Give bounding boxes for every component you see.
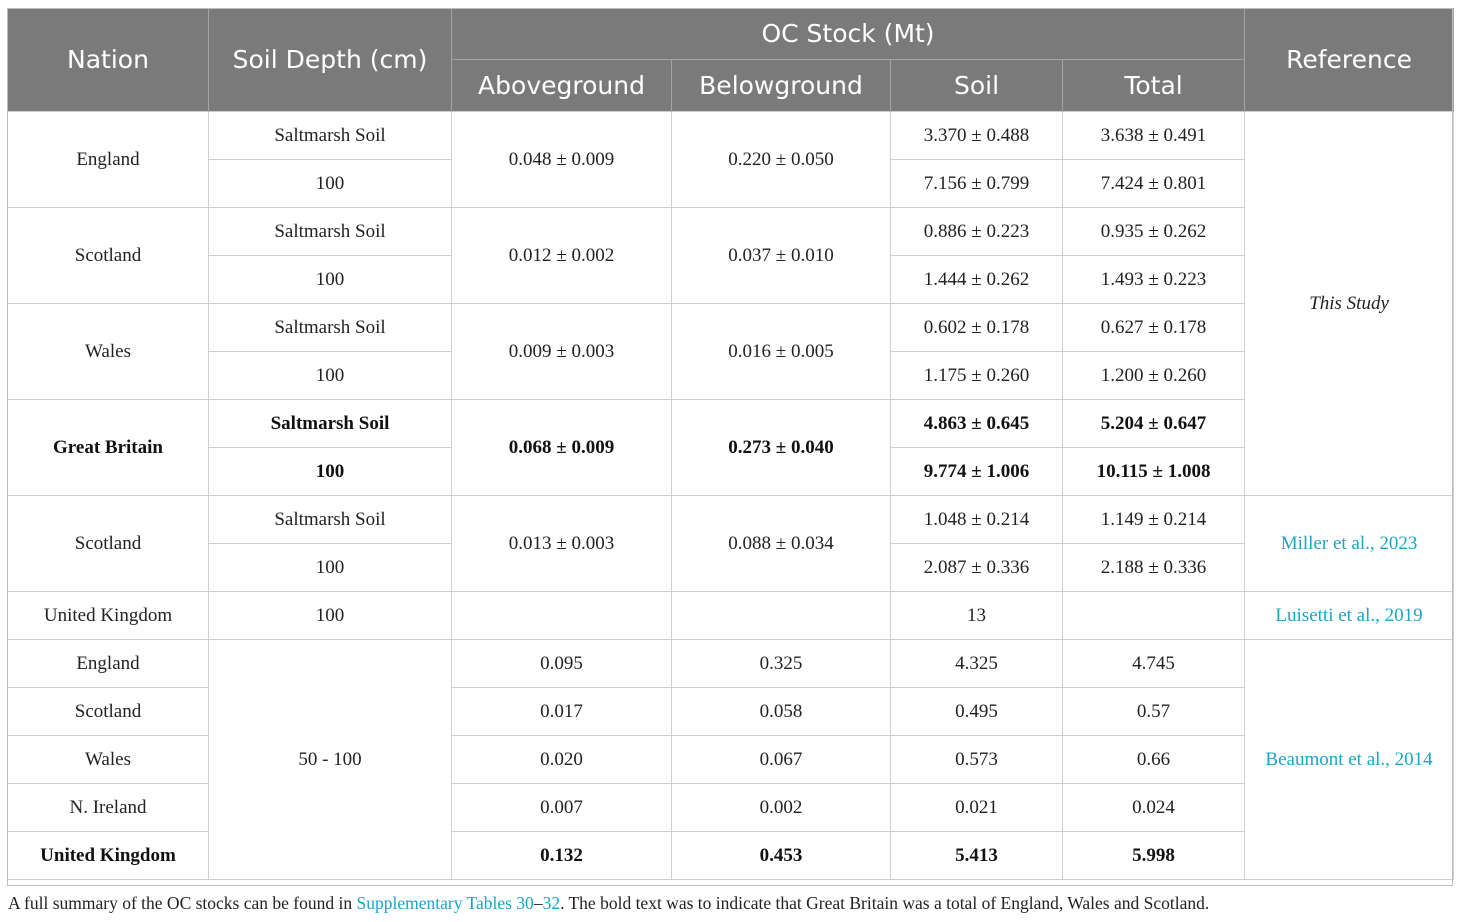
depth-cell: Saltmarsh Soil (209, 304, 452, 352)
depth-cell: 50 - 100 (209, 640, 452, 880)
aboveground-cell: 0.020 (452, 736, 672, 784)
total-cell: 5.998 (1063, 832, 1245, 880)
aboveground-cell: 0.132 (452, 832, 672, 880)
footnote-text-end: . The bold text was to indicate that Great Britain was a total of England, Wales and Scotland. (560, 893, 1210, 913)
oc-stock-table (7, 8, 1454, 880)
depth-cell: Saltmarsh Soil (209, 496, 452, 544)
belowground-cell: 0.273 ± 0.040 (672, 400, 891, 496)
total-cell: 4.745 (1063, 640, 1245, 688)
total-cell: 10.115 ± 1.008 (1063, 448, 1245, 496)
aboveground-cell (452, 592, 672, 640)
aboveground-cell: 0.095 (452, 640, 672, 688)
nation-cell: N. Ireland (8, 784, 209, 832)
table-row (8, 112, 1454, 160)
table-footnote (8, 893, 1454, 914)
header-soil: Soil (891, 60, 1063, 112)
aboveground-cell: 0.009 ± 0.003 (452, 304, 672, 400)
soil-cell: 1.444 ± 0.262 (891, 256, 1063, 304)
soil-cell: 1.048 ± 0.214 (891, 496, 1063, 544)
nation-cell: United Kingdom (8, 592, 209, 640)
belowground-cell: 0.325 (672, 640, 891, 688)
table-body (8, 112, 1454, 880)
total-cell: 2.188 ± 0.336 (1063, 544, 1245, 592)
footnote-dash: – (533, 893, 543, 913)
table-header (8, 8, 1454, 112)
soil-cell: 0.602 ± 0.178 (891, 304, 1063, 352)
depth-cell: Saltmarsh Soil (209, 208, 452, 256)
total-cell: 3.638 ± 0.491 (1063, 112, 1245, 160)
supplementary-tables-link[interactable]: Supplementary Tables 30 (356, 893, 534, 913)
depth-cell: 100 (209, 352, 452, 400)
table-row (8, 208, 1454, 256)
aboveground-cell: 0.013 ± 0.003 (452, 496, 672, 592)
aboveground-cell: 0.068 ± 0.009 (452, 400, 672, 496)
soil-cell: 0.573 (891, 736, 1063, 784)
soil-cell: 0.495 (891, 688, 1063, 736)
nation-cell: Great Britain (8, 400, 209, 496)
soil-cell: 7.156 ± 0.799 (891, 160, 1063, 208)
total-cell: 0.024 (1063, 784, 1245, 832)
nation-cell: Wales (8, 304, 209, 400)
total-cell: 1.200 ± 0.260 (1063, 352, 1245, 400)
depth-cell: 100 (209, 592, 452, 640)
reference-this-study: This Study (1245, 112, 1454, 496)
nation-cell: England (8, 112, 209, 208)
reference-link-beaumont[interactable]: Beaumont et al., 2014 (1245, 640, 1454, 880)
depth-cell: 100 (209, 256, 452, 304)
soil-cell: 5.413 (891, 832, 1063, 880)
aboveground-cell: 0.012 ± 0.002 (452, 208, 672, 304)
depth-cell: 100 (209, 160, 452, 208)
nation-cell: Scotland (8, 688, 209, 736)
table-row (8, 592, 1454, 640)
total-cell: 0.57 (1063, 688, 1245, 736)
total-cell: 1.493 ± 0.223 (1063, 256, 1245, 304)
nation-cell: Scotland (8, 208, 209, 304)
soil-cell: 1.175 ± 0.260 (891, 352, 1063, 400)
nation-cell: Scotland (8, 496, 209, 592)
soil-cell: 4.863 ± 0.645 (891, 400, 1063, 448)
oc-stock-table-container (7, 8, 1453, 880)
soil-cell: 3.370 ± 0.488 (891, 112, 1063, 160)
reference-link-miller[interactable]: Miller et al., 2023 (1245, 496, 1454, 592)
total-cell: 0.935 ± 0.262 (1063, 208, 1245, 256)
belowground-cell: 0.220 ± 0.050 (672, 112, 891, 208)
nation-cell: England (8, 640, 209, 688)
table-row (8, 304, 1454, 352)
supplementary-table-32-link[interactable]: 32 (542, 893, 561, 913)
aboveground-cell: 0.017 (452, 688, 672, 736)
table-row (8, 496, 1454, 544)
belowground-cell: 0.016 ± 0.005 (672, 304, 891, 400)
total-cell: 7.424 ± 0.801 (1063, 160, 1245, 208)
soil-cell: 0.886 ± 0.223 (891, 208, 1063, 256)
total-cell (1063, 592, 1245, 640)
header-aboveground: Aboveground (452, 60, 672, 112)
total-cell: 5.204 ± 0.647 (1063, 400, 1245, 448)
soil-cell: 2.087 ± 0.336 (891, 544, 1063, 592)
total-cell: 0.66 (1063, 736, 1245, 784)
soil-cell: 13 (891, 592, 1063, 640)
nation-cell: Wales (8, 736, 209, 784)
header-oc-stock: OC Stock (Mt) (452, 8, 1245, 60)
reference-link-luisetti[interactable]: Luisetti et al., 2019 (1245, 592, 1454, 640)
soil-cell: 0.021 (891, 784, 1063, 832)
soil-cell: 4.325 (891, 640, 1063, 688)
header-belowground: Belowground (672, 60, 891, 112)
total-cell: 0.627 ± 0.178 (1063, 304, 1245, 352)
depth-cell: Saltmarsh Soil (209, 112, 452, 160)
header-total: Total (1063, 60, 1245, 112)
belowground-cell: 0.058 (672, 688, 891, 736)
depth-cell: 100 (209, 448, 452, 496)
soil-cell: 9.774 ± 1.006 (891, 448, 1063, 496)
belowground-cell (672, 592, 891, 640)
header-soil-depth: Soil Depth (cm) (209, 8, 452, 112)
depth-cell: Saltmarsh Soil (209, 400, 452, 448)
aboveground-cell: 0.048 ± 0.009 (452, 112, 672, 208)
header-reference: Reference (1245, 8, 1454, 112)
belowground-cell: 0.453 (672, 832, 891, 880)
header-nation: Nation (8, 8, 209, 112)
table-row (8, 400, 1454, 448)
belowground-cell: 0.002 (672, 784, 891, 832)
nation-cell: United Kingdom (8, 832, 209, 880)
belowground-cell: 0.037 ± 0.010 (672, 208, 891, 304)
belowground-cell: 0.067 (672, 736, 891, 784)
table-row (8, 640, 1454, 688)
belowground-cell: 0.088 ± 0.034 (672, 496, 891, 592)
total-cell: 1.149 ± 0.214 (1063, 496, 1245, 544)
depth-cell: 100 (209, 544, 452, 592)
aboveground-cell: 0.007 (452, 784, 672, 832)
footnote-text: A full summary of the OC stocks can be found in (8, 893, 357, 913)
